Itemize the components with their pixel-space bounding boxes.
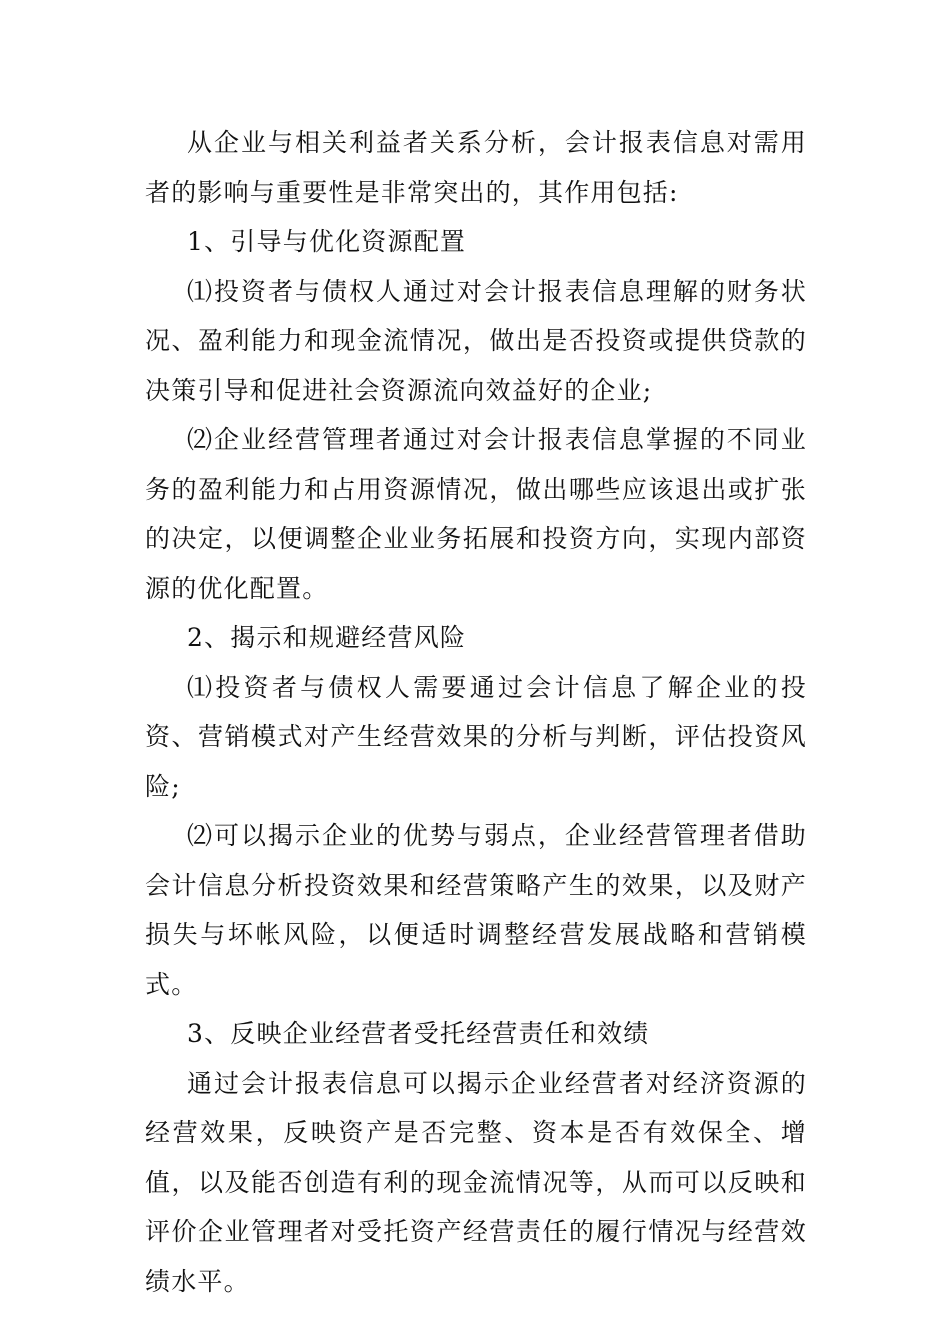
section-2-point-1: ⑴投资者与债权人需要通过会计信息了解企业的投资、营销模式对产生经营效果的分析与判断，评估投资风险;: [145, 672, 807, 801]
document-body: [145, 118, 807, 1306]
section-1-point-1: ⑴投资者与债权人通过对会计报表信息理解的财务状况、盈利能力和现金流情况，做出是否投资或提供贷款的决策引导和促进社会资源流向效益好的企业;: [145, 276, 807, 405]
intro-paragraph: 从企业与相关利益者关系分析，会计报表信息对需用者的影响与重要性是非常突出的，其作用包括:: [145, 128, 807, 207]
section-1-point-2: ⑵企业经营管理者通过对会计报表信息掌握的不同业务的盈利能力和占用资源情况，做出哪些应该退出或扩张的决定，以便调整企业业务拓展和投资方向，实现内部资源的优化配置。: [145, 425, 807, 603]
section-heading-2: 2、揭示和规避经营风险: [187, 623, 467, 652]
section-3-paragraph: 通过会计报表信息可以揭示企业经营者对经济资源的经营效果，反映资产是否完整、资本是否有效保全、增值，以及能否创造有利的现金流情况等，从而可以反映和评价企业管理者对受托资产经营责任的履行情况与经营效绩水平。: [145, 1068, 807, 1296]
section-heading-3: 3、反映企业经营者受托经营责任和效绩: [187, 1019, 650, 1048]
section-heading-1: 1、引导与优化资源配置: [187, 227, 467, 256]
section-2-point-2: ⑵可以揭示企业的优势与弱点，企业经营管理者借助会计信息分析投资效果和经营策略产生的效果，以及财产损失与坏帐风险，以便适时调整经营发展战略和营销模式。: [145, 821, 807, 999]
